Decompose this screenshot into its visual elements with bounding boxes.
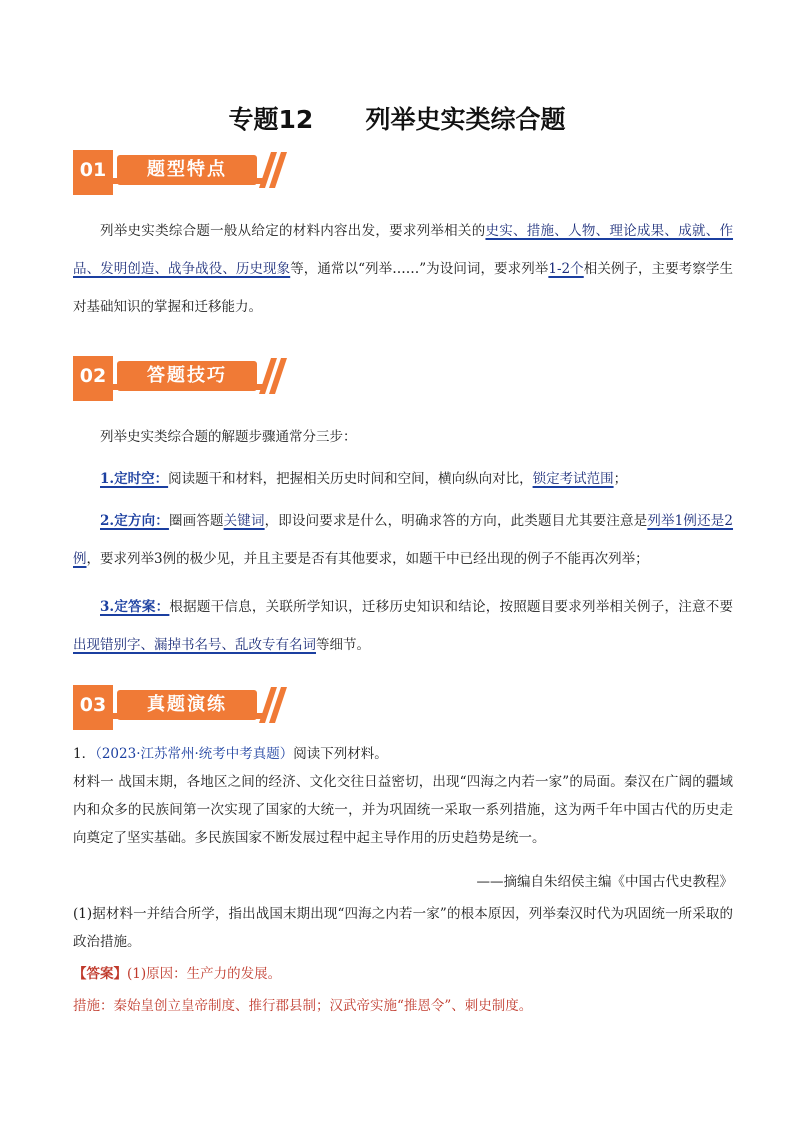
section-header-features bbox=[73, 150, 333, 196]
step-label: 1.定时空： bbox=[100, 471, 169, 487]
question-lead: 阅读下列材料。 bbox=[293, 746, 388, 762]
section-label: 真题演练 bbox=[117, 690, 257, 720]
step-text: 根据题干信息，关联所学知识，迁移历史知识和结论，按照题目要求列举相关例子，注意不要 bbox=[169, 599, 734, 615]
skill-step-3 bbox=[73, 588, 733, 664]
section-number: 02 bbox=[73, 356, 113, 401]
intro-text: 等，通常以“列举……”为设问词，要求列举 bbox=[290, 261, 549, 277]
question-header bbox=[73, 740, 733, 768]
sub-question-1 bbox=[73, 900, 733, 956]
section-label: 题型特点 bbox=[117, 155, 257, 185]
section-header-skills bbox=[73, 356, 333, 402]
step-text: 阅读题干和材料，把握相关历史时间和空间，横向纵向对比， bbox=[168, 471, 533, 487]
section-label: 答题技巧 bbox=[117, 361, 257, 391]
material-one bbox=[73, 768, 733, 852]
step-label: 3.定答案： bbox=[100, 599, 170, 615]
step-underlined: 出现错别字、漏掉书名号、乱改专有名词 bbox=[73, 637, 316, 653]
step-text: ，即设问要求是什么，明确求答的方向，此类题目尤其要注意是 bbox=[264, 513, 648, 529]
section-number: 01 bbox=[73, 150, 113, 195]
step-label: 2.定方向： bbox=[100, 513, 169, 529]
answer-text: (1)原因：生产力的发展。 bbox=[127, 966, 282, 982]
intro-text: 相关例子，主要考察学生对基础知识的掌握和迁移能力。 bbox=[73, 261, 733, 315]
skill-step-2 bbox=[73, 502, 733, 578]
skills-lead bbox=[73, 418, 733, 456]
material-text: 材料一 战国末期，各地区之间的经济、文化交往日益密切，出现“四海之内若一家”的局面。秦汉在广阔的疆域内和众多的民族间第一次实现了国家的大统一，并为巩固统一采取一系列措施，这为两千年中国古代的历史走向奠定了坚实基础。多民族国家不断发展过程中起主导作用的历史趋势是统一。 bbox=[73, 774, 733, 846]
answer-line-1 bbox=[73, 960, 733, 988]
answer-tag: 【答案】 bbox=[73, 966, 127, 982]
step-text: ，要求列举3例的极少见，并且主要是否有其他要求，如题干中已经出现的例子不能再次列举； bbox=[86, 551, 649, 567]
sub-question-text: (1)据材料一并结合所学，指出战国末期出现“四海之内若一家”的根本原因，列举秦汉时代为巩固统一所采取的政治措施。 bbox=[73, 906, 733, 950]
intro-text: 列举史实类综合题一般从给定的材料内容出发，要求列举相关的 bbox=[100, 223, 486, 239]
stripes-decoration bbox=[259, 687, 293, 725]
material-citation bbox=[73, 868, 733, 896]
stripes-decoration bbox=[259, 152, 293, 190]
skill-step-1 bbox=[73, 460, 733, 498]
step-underlined: 锁定考试范围 bbox=[532, 471, 614, 487]
question-source: （2023·江苏常州·统考中考真题） bbox=[95, 746, 294, 762]
page-title: 专题12 列举史实类综合题 bbox=[228, 105, 566, 134]
intro-underlined-list: 史实、措施、人物、理论成果、成就、作品、发明创造、战争战役、历史现象 bbox=[73, 223, 734, 277]
step-underlined: 列举1例还是2例 bbox=[73, 513, 734, 567]
step-text: 圈画答题 bbox=[168, 513, 224, 529]
section-header-exercise bbox=[73, 685, 333, 731]
intro-underlined-count: 1-2个 bbox=[548, 261, 584, 277]
question-number: 1． bbox=[73, 746, 96, 762]
stripes-decoration bbox=[259, 358, 293, 396]
answer-line-2 bbox=[73, 992, 733, 1020]
citation-text: ——摘编自朱绍侯主编《中国古代史教程》 bbox=[476, 874, 733, 890]
step-text: 等细节。 bbox=[316, 637, 370, 653]
step-underlined: 关键词 bbox=[223, 513, 265, 529]
skills-lead-text: 列举史实类综合题的解题步骤通常分三步： bbox=[100, 429, 357, 445]
section-number: 03 bbox=[73, 685, 113, 730]
step-text: ； bbox=[613, 471, 628, 487]
intro-paragraph bbox=[73, 212, 733, 326]
answer-text: 措施：秦始皇创立皇帝制度、推行郡县制；汉武帝实施“推恩令”、刺史制度。 bbox=[73, 998, 533, 1014]
